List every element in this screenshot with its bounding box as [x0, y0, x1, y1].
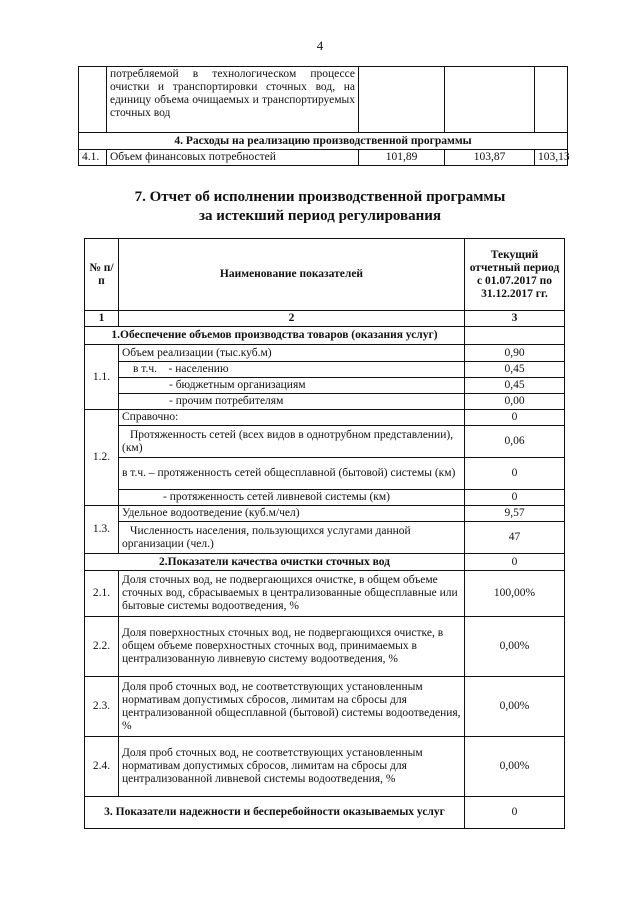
row-value: 0,00%: [465, 737, 565, 797]
row-number: 2.4.: [85, 737, 119, 797]
row-number: 2.2.: [85, 617, 119, 677]
table-row: [85, 458, 565, 490]
page-number: 4: [316, 38, 324, 53]
row-number: 4.1.: [79, 150, 107, 166]
row-number: 1.1.: [85, 345, 119, 410]
section2-value: 0: [465, 554, 565, 571]
row-number: 1.2.: [85, 410, 119, 506]
section2-title: 2.Показатели качества очистки сточных вод: [85, 554, 465, 571]
row-name: Удельное водоотведение (куб.м/чел): [119, 506, 465, 522]
table-row: [85, 617, 565, 677]
row-number: 1.3.: [85, 506, 119, 554]
table-row: [85, 490, 565, 506]
row-value: 0,45: [465, 362, 565, 378]
top-table: [78, 66, 568, 166]
row-name: Справочно:: [119, 410, 465, 426]
section3-value: 0: [465, 797, 565, 829]
section-heading-row: [85, 327, 565, 345]
continued-text-cell: потребляемой в технологическом процессе очистки и транспортировки сточных вод, на единицу объема очищаемых и транспортируемых сточных вод: [107, 67, 359, 133]
row-value: 0,06: [465, 426, 565, 458]
table-row: [85, 394, 565, 410]
column-number-row: [85, 311, 565, 327]
table-row: [79, 150, 568, 166]
header-name: Наименование показателей: [119, 239, 465, 311]
header-num: № п/п: [85, 239, 119, 311]
header-period: Текущий отчетный период с 01.07.2017 по 31.12.2017 гг.: [465, 239, 565, 311]
row-name: Доля сточных вод, не подвергающихся очистке, в общем объеме сточных вод, сбрасываемых в централизованные общесплавные или бытовые системы водоотведения, %: [119, 571, 465, 617]
table-row: [85, 410, 565, 426]
section-heading-row: [79, 133, 568, 150]
table-row: [85, 362, 565, 378]
table-row: [85, 506, 565, 522]
row-name: - бюджетным организациям: [119, 378, 465, 394]
table-row: [85, 677, 565, 737]
row-value-1: 101,89: [359, 150, 445, 166]
col-number: 1: [85, 311, 119, 327]
table-row: [85, 378, 565, 394]
report-table: [84, 238, 565, 829]
section3-title: 3. Показатели надежности и бесперебойности оказываемых услуг: [85, 797, 465, 829]
row-name: Объем реализации (тыс.куб.м): [119, 345, 465, 362]
table-row: [85, 345, 565, 362]
title-line-1: 7. Отчет об исполнении производственной программы: [134, 189, 506, 205]
row-name: - прочим потребителям: [119, 394, 465, 410]
row-name: Протяженность сетей (всех видов в однотрубном представлении), (км): [119, 426, 465, 458]
row-value-2: 103,87: [445, 150, 535, 166]
title-line-2: за истекший период регулирования: [198, 208, 442, 224]
header-row: [85, 239, 565, 311]
row-name: в т.ч. – протяженность сетей общесплавной (бытовой) системы (км): [119, 458, 465, 490]
table-row: [85, 737, 565, 797]
row-value: 0: [465, 458, 565, 490]
row-value: 0,00: [465, 394, 565, 410]
row-value: 47: [465, 522, 565, 554]
row-name: Доля проб сточных вод, не соответствующих установленным нормативам допустимых сбросов, лимитам на сбросы для централизованной общесплавной (бытовой) системы водоотведения, %: [119, 677, 465, 737]
row-name: в т.ч. - населению: [119, 362, 465, 378]
row-name: Объем финансовых потребностей: [107, 150, 359, 166]
row-value: 0,90: [465, 345, 565, 362]
section-heading-row: [85, 554, 565, 571]
row-name: - протяженность сетей ливневой системы (км): [119, 490, 465, 506]
section-heading-row: [85, 797, 565, 829]
row-name: Доля поверхностных сточных вод, не подвергающихся очистке, в общем объеме поверхностных сточных вод, принимаемых в централизованную ливневую систему водоотведения, %: [119, 617, 465, 677]
table-row: [85, 426, 565, 458]
section-title: [0, 188, 640, 226]
section4-title: 4. Расходы на реализацию производственной программы: [79, 133, 568, 150]
row-value: 0,00%: [465, 677, 565, 737]
row-number: 2.3.: [85, 677, 119, 737]
row-value-3: 103,13: [535, 150, 568, 166]
row-number: 2.1.: [85, 571, 119, 617]
col-number: 2: [119, 311, 465, 327]
table-row: [85, 571, 565, 617]
row-value: 100,00%: [465, 571, 565, 617]
row-value: 0: [465, 490, 565, 506]
row-value: 0: [465, 410, 565, 426]
section1-title: 1.Обеспечение объемов производства товаров (оказания услуг): [85, 327, 465, 345]
row-value: 9,57: [465, 506, 565, 522]
col-number: 3: [465, 311, 565, 327]
row-name: Доля проб сточных вод, не соответствующих установленным нормативам допустимых сбросов, лимитам на сбросы для централизованной ливневой системы водоотведения, %: [119, 737, 465, 797]
table-row: [85, 522, 565, 554]
row-value: 0,45: [465, 378, 565, 394]
table-row: [79, 67, 568, 133]
row-name: Численность населения, пользующихся услугами данной организации (чел.): [119, 522, 465, 554]
row-value: 0,00%: [465, 617, 565, 677]
